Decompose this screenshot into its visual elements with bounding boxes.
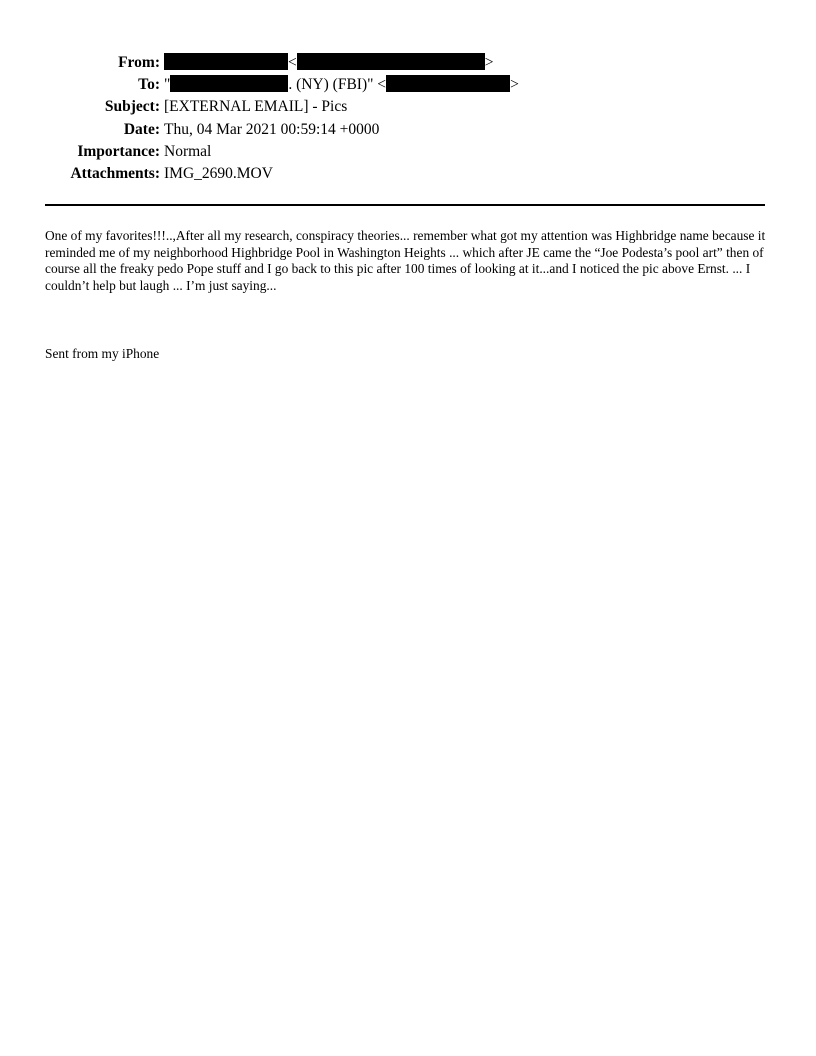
from-row	[0, 52, 816, 74]
attachments-row	[0, 163, 816, 185]
subject-label: Subject:	[104, 98, 160, 116]
importance-row	[0, 141, 816, 163]
subject-value: [EXTERNAL EMAIL] - Pics	[164, 98, 348, 116]
to-row	[0, 74, 816, 96]
to-quote: "	[164, 76, 171, 94]
from-value	[164, 52, 494, 74]
redaction-box	[164, 53, 288, 70]
to-value	[164, 74, 519, 96]
to-gt: >	[510, 76, 519, 94]
to-text: . (NY) (FBI)" <	[288, 76, 387, 94]
signature: Sent from my iPhone	[45, 346, 160, 361]
message-body: One of my favorites!!!..,After all my research, conspiracy theories... remember what got my attention was Highbridge name because it reminded me of my neighborhood Highbridge Pool in Washington Heights ... which after JE came the “Joe Podesta’s pool art” then of course all the freaky pedo Pope stuff and I go back to this pic after 100 times of looking at it...and I noticed the pic above Ernst. ... I couldn’t help but laugh ... I’m just saying...	[45, 228, 766, 293]
to-label: To:	[138, 76, 160, 94]
from-gt: >	[484, 54, 494, 71]
email-header	[0, 52, 816, 185]
redaction-box	[170, 75, 288, 92]
from-lt: <	[288, 54, 297, 71]
importance-value: Normal	[164, 142, 212, 160]
attachments-label: Attachments:	[70, 164, 160, 182]
date-label: Date:	[123, 120, 160, 138]
subject-row	[0, 96, 816, 118]
attachments-value: IMG_2690.MOV	[164, 164, 273, 182]
redaction-box	[297, 53, 485, 70]
header-divider	[45, 204, 765, 206]
importance-label: Importance:	[77, 142, 160, 160]
redaction-box	[386, 75, 510, 92]
from-label: From:	[118, 54, 160, 71]
date-value: Thu, 04 Mar 2021 00:59:14 +0000	[164, 120, 380, 138]
date-row	[0, 119, 816, 141]
